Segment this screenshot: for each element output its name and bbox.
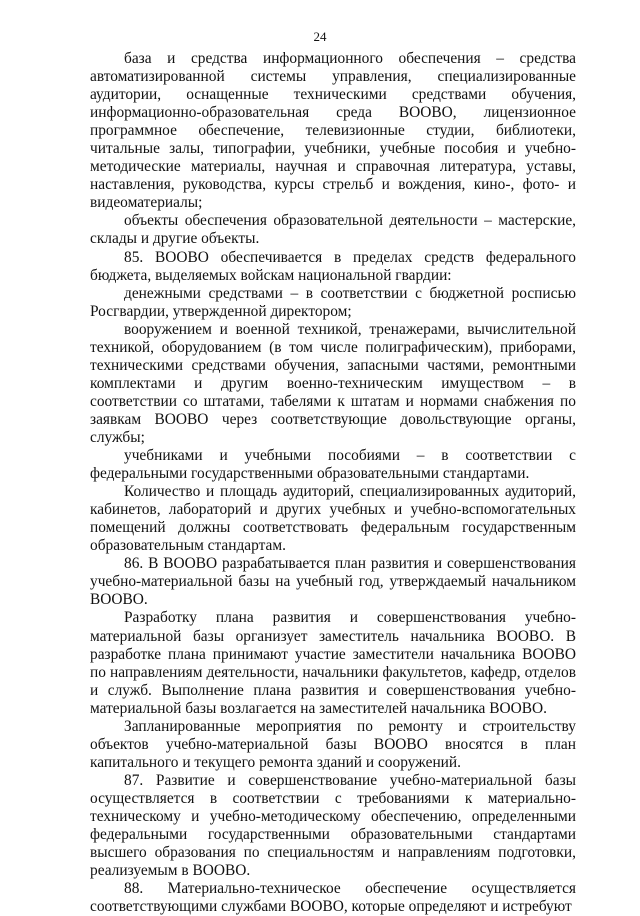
paragraph: Разработку плана развития и совершенствования учебно-материальной базы организует заместитель начальника ВООВО. В разработке плана принимают участие заместители начальника ВООВО по направлениям деятельности, начальники факультетов, кафедр, отделов и служб. Выполнение плана развития и совершенствования учебно-материальной базы возлагается на заместителей начальника ВООВО. bbox=[90, 609, 576, 717]
paragraph: 86. В ВООВО разрабатывается план развития и совершенствования учебно-материальной базы на учебный год, утверждаемый начальником ВООВО. bbox=[90, 555, 576, 609]
paragraph: 87. Развитие и совершенствование учебно-материальной базы осуществляется в соответствии с требованиями к материально-техническому и учебно-методическому обеспечению, определенными федеральными государственными образовательными стандартами высшего образования по специальностям и направлениям подготовки, реализуемым в ВООВО. bbox=[90, 771, 576, 880]
paragraph: Запланированные мероприятия по ремонту и строительству объектов учебно-материальной базы ВООВО вносятся в план капитального и текущего ремонта зданий и сооружений. bbox=[90, 717, 576, 771]
paragraph: денежными средствами – в соответствии с бюджетной росписью Росгвардии, утвержденной директором; bbox=[90, 284, 576, 320]
page-number: 24 bbox=[313, 29, 327, 44]
paragraph: Количество и площадь аудиторий, специализированных аудиторий, кабинетов, лабораторий и других учебных и учебно-вспомогательных помещений должны соответствовать федеральным государственным образовательным стандартам. bbox=[90, 483, 576, 555]
paragraph: объекты обеспечения образовательной деятельности – мастерские, склады и другие объекты. bbox=[90, 212, 576, 248]
paragraph: 85. ВООВО обеспечивается в пределах средств федерального бюджета, выделяемых войскам национальной гвардии: bbox=[90, 248, 576, 284]
document-body bbox=[90, 50, 576, 916]
paragraph: вооружением и военной техникой, тренажерами, вычислительной техникой, оборудованием (в том числе полиграфическим), приборами, техническими средствами обучения, запасными частями, ремонтными комплектами и другим военно-техническим имуществом – в соответствии со штатами, табелями к штатам и нормами снабжения по заявкам ВООВО через соответствующие довольствующие органы, службы; bbox=[90, 320, 576, 446]
paragraph: база и средства информационного обеспечения – средства автоматизированной системы управления, специализированные аудитории, оснащенные техническими средствами обучения, информационно-образовательная среда ВООВО, лицензионное программное обеспечение, телевизионные студии, библиотеки, читальные залы, типографии, учебники, учебные пособия и учебно-методические материалы, научная и справочная литература, уставы, наставления, руководства, курсы стрельб и вождения, кино-, фото- и видеоматериалы; bbox=[90, 50, 576, 212]
paragraph: 88. Материально-техническое обеспечение осуществляется соответствующими службами ВООВО, которые определяют и истребуют bbox=[90, 880, 576, 916]
paragraph: учебниками и учебными пособиями – в соответствии с федеральными государственными образовательными стандартами. bbox=[90, 447, 576, 483]
